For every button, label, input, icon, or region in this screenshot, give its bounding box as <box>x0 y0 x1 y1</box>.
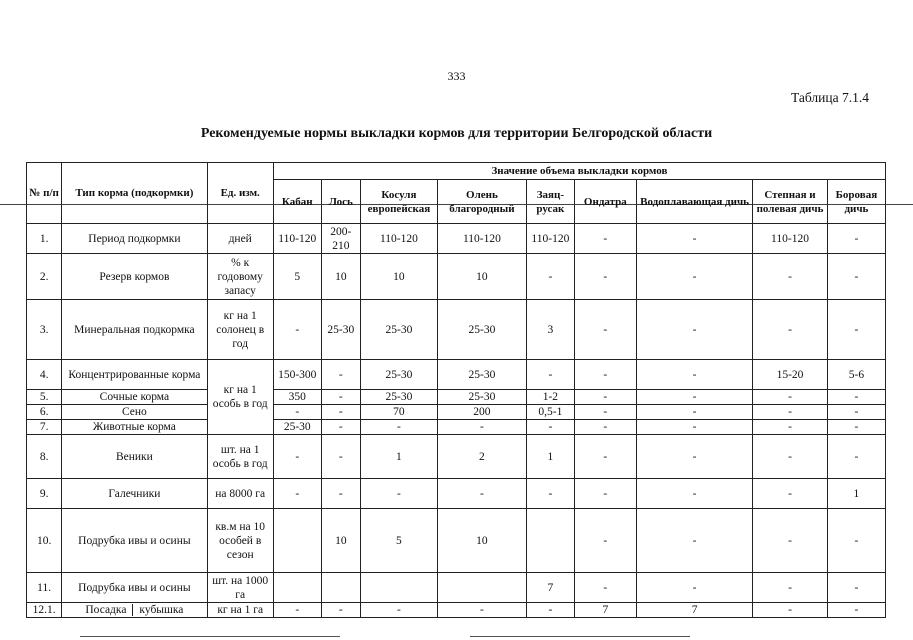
value-cell: 5-6 <box>827 360 885 390</box>
value-cell <box>273 573 321 603</box>
value-cell: - <box>753 405 828 420</box>
value-cell: 5 <box>273 254 321 300</box>
value-cell: - <box>636 390 752 405</box>
value-cell: - <box>574 573 636 603</box>
value-cell <box>437 573 526 603</box>
value-cell <box>361 573 438 603</box>
header-num: № п/п <box>27 163 62 224</box>
value-cell: - <box>527 360 575 390</box>
page-number: 333 <box>447 69 466 83</box>
value-cell: - <box>273 479 321 509</box>
scan-artifact-line <box>470 636 690 637</box>
feed-norms-table <box>26 162 886 618</box>
value-cell: - <box>636 300 752 360</box>
row-name-text: Галечники <box>108 487 161 500</box>
row-name-text: Веники <box>115 450 153 463</box>
row-number: 5. <box>27 390 62 405</box>
row-number: 12.1. <box>27 603 62 618</box>
value-cell: - <box>636 573 752 603</box>
row-unit: шт. на 1 особь в год <box>207 435 273 479</box>
row-unit: кв.м на 10 особей в сезон <box>207 509 273 573</box>
row-name <box>62 390 207 405</box>
row-number: 6. <box>27 405 62 420</box>
value-cell: - <box>827 224 885 254</box>
value-cell: 25-30 <box>437 360 526 390</box>
header-unit: Ед. изм. <box>207 163 273 224</box>
document-title: Рекомендуемые нормы выкладки кормов для территории Белгородской области <box>200 126 713 141</box>
row-name-text: Концентрированные корма <box>68 368 201 381</box>
value-cell: - <box>574 224 636 254</box>
value-cell: 1 <box>827 479 885 509</box>
row-name-text: Подрубка ивы и осины <box>78 581 191 594</box>
header-animal: Боровая дичь <box>827 180 885 224</box>
value-cell: 3 <box>527 300 575 360</box>
row-name <box>62 435 207 479</box>
value-cell: 15-20 <box>753 360 828 390</box>
value-cell: 7 <box>574 603 636 618</box>
value-cell: - <box>636 435 752 479</box>
value-cell: - <box>321 603 360 618</box>
row-unit: кг на 1 солонец в год <box>207 300 273 360</box>
value-cell: - <box>753 573 828 603</box>
value-cell: - <box>437 603 526 618</box>
table-row <box>27 573 886 603</box>
value-cell: 200 <box>437 405 526 420</box>
value-cell: - <box>321 420 360 435</box>
header-animal: Лось <box>321 180 360 224</box>
value-cell: 25-30 <box>273 420 321 435</box>
value-cell: 110-120 <box>437 224 526 254</box>
value-cell: 70 <box>361 405 438 420</box>
value-cell: - <box>321 390 360 405</box>
value-cell: - <box>636 405 752 420</box>
row-number: 4. <box>27 360 62 390</box>
row-number: 8. <box>27 435 62 479</box>
value-cell: - <box>574 254 636 300</box>
value-cell <box>321 573 360 603</box>
value-cell: - <box>636 360 752 390</box>
value-cell: - <box>273 603 321 618</box>
value-cell: - <box>827 254 885 300</box>
row-number: 3. <box>27 300 62 360</box>
value-cell: - <box>827 405 885 420</box>
value-cell: - <box>753 420 828 435</box>
row-unit: кг на 1 га <box>207 603 273 618</box>
table-row <box>27 390 886 405</box>
value-cell: 0,5-1 <box>527 405 575 420</box>
value-cell: 110-120 <box>753 224 828 254</box>
table-row <box>27 405 886 420</box>
value-cell: - <box>574 405 636 420</box>
value-cell: - <box>527 420 575 435</box>
table-row <box>27 300 886 360</box>
row-name <box>62 573 207 603</box>
row-name-text: Период подкормки <box>88 232 181 245</box>
row-name <box>62 479 207 509</box>
value-cell: 350 <box>273 390 321 405</box>
row-name <box>62 254 207 300</box>
value-cell: - <box>753 300 828 360</box>
value-cell: - <box>361 420 438 435</box>
row-name <box>62 603 207 618</box>
value-cell: - <box>753 254 828 300</box>
table-row <box>27 435 886 479</box>
value-cell: - <box>636 420 752 435</box>
table-row <box>27 254 886 300</box>
value-cell: 110-120 <box>361 224 438 254</box>
value-cell: 10 <box>437 254 526 300</box>
value-cell: - <box>827 390 885 405</box>
value-cell: 25-30 <box>361 300 438 360</box>
value-cell: - <box>827 300 885 360</box>
table-row <box>27 509 886 573</box>
value-cell: 25-30 <box>361 360 438 390</box>
value-cell: 25-30 <box>361 390 438 405</box>
row-name <box>62 360 207 390</box>
row-unit: дней <box>207 224 273 254</box>
value-cell: - <box>437 420 526 435</box>
row-name-text: Посадка <box>85 604 127 616</box>
row-number: 9. <box>27 479 62 509</box>
value-cell: - <box>636 479 752 509</box>
row-name-text: Сочные корма <box>99 391 170 403</box>
header-animal: Ондатра <box>574 180 636 224</box>
value-cell: 10 <box>321 254 360 300</box>
value-cell: 25-30 <box>437 300 526 360</box>
row-number: 2. <box>27 254 62 300</box>
row-name-text: Минеральная подкормка <box>74 323 195 336</box>
header-animal: Косуля европейская <box>361 180 438 224</box>
value-cell: 2 <box>437 435 526 479</box>
row-unit: на 8000 га <box>207 479 273 509</box>
table-row <box>27 420 886 435</box>
value-cell: 10 <box>437 509 526 573</box>
value-cell: - <box>437 479 526 509</box>
value-cell: - <box>527 603 575 618</box>
header-group: Значение объема выкладки кормов <box>273 163 885 180</box>
header-animal: Степная и полевая дичь <box>753 180 828 224</box>
value-cell: 25-30 <box>321 300 360 360</box>
value-cell: - <box>273 435 321 479</box>
value-cell: - <box>321 435 360 479</box>
value-cell <box>273 509 321 573</box>
value-cell: 25-30 <box>437 390 526 405</box>
value-cell: - <box>273 300 321 360</box>
value-cell: - <box>636 509 752 573</box>
value-cell: - <box>753 509 828 573</box>
row-name-text: Сено <box>121 406 147 418</box>
row-unit: шт. на 1000 га <box>207 573 273 603</box>
row-name <box>62 224 207 254</box>
row-name <box>62 420 207 435</box>
cell-divider <box>132 604 133 616</box>
value-cell: - <box>527 254 575 300</box>
value-cell: 1-2 <box>527 390 575 405</box>
row-name <box>62 509 207 573</box>
table-row <box>27 479 886 509</box>
row-unit: % к годовому запасу <box>207 254 273 300</box>
value-cell: - <box>753 479 828 509</box>
value-cell: 110-120 <box>527 224 575 254</box>
value-cell: 5 <box>361 509 438 573</box>
value-cell: 1 <box>527 435 575 479</box>
value-cell: - <box>753 390 828 405</box>
value-cell: - <box>827 573 885 603</box>
value-cell: 110-120 <box>273 224 321 254</box>
value-cell: - <box>827 420 885 435</box>
value-cell: - <box>361 603 438 618</box>
value-cell: - <box>273 405 321 420</box>
row-number: 11. <box>27 573 62 603</box>
value-cell: - <box>527 479 575 509</box>
row-number: 1. <box>27 224 62 254</box>
value-cell: - <box>574 300 636 360</box>
value-cell: - <box>574 360 636 390</box>
value-cell: - <box>574 435 636 479</box>
value-cell: - <box>574 479 636 509</box>
value-cell: 150-300 <box>273 360 321 390</box>
value-cell: - <box>574 390 636 405</box>
row-unit-merged: кг на 1 особь в год <box>207 360 273 435</box>
row-name <box>62 405 207 420</box>
header-animal: Кабан <box>273 180 321 224</box>
row-number: 7. <box>27 420 62 435</box>
value-cell <box>527 509 575 573</box>
value-cell: 10 <box>361 254 438 300</box>
header-feed-type: Тип корма (подкормки) <box>62 163 207 224</box>
value-cell: 1 <box>361 435 438 479</box>
header-animal: Заяц-русак <box>527 180 575 224</box>
value-cell: - <box>321 360 360 390</box>
row-name-text: Резерв кормов <box>99 270 170 283</box>
value-cell: - <box>753 603 828 618</box>
row-name <box>62 300 207 360</box>
value-cell: - <box>574 420 636 435</box>
value-cell: 200-210 <box>321 224 360 254</box>
value-cell: - <box>321 405 360 420</box>
table-row <box>27 224 886 254</box>
value-cell: 10 <box>321 509 360 573</box>
row-number: 10. <box>27 509 62 573</box>
value-cell: - <box>827 435 885 479</box>
value-cell: - <box>753 435 828 479</box>
table-row <box>27 360 886 390</box>
value-cell: - <box>574 509 636 573</box>
value-cell: - <box>827 509 885 573</box>
row-name-sub-text: кубышка <box>139 604 184 616</box>
header-animal: Олень благородный <box>437 180 526 224</box>
table-reference: Таблица 7.1.4 <box>791 90 869 105</box>
value-cell: - <box>361 479 438 509</box>
scan-artifact-line <box>80 636 340 637</box>
value-cell: - <box>636 254 752 300</box>
value-cell: - <box>827 603 885 618</box>
value-cell: 7 <box>636 603 752 618</box>
header-animal: Водоплавающая дичь <box>636 180 752 224</box>
row-name-text: Животные корма <box>92 421 176 433</box>
value-cell: - <box>321 479 360 509</box>
table-row <box>27 603 886 618</box>
row-name-text: Подрубка ивы и осины <box>78 534 191 547</box>
value-cell: - <box>636 224 752 254</box>
value-cell: 7 <box>527 573 575 603</box>
